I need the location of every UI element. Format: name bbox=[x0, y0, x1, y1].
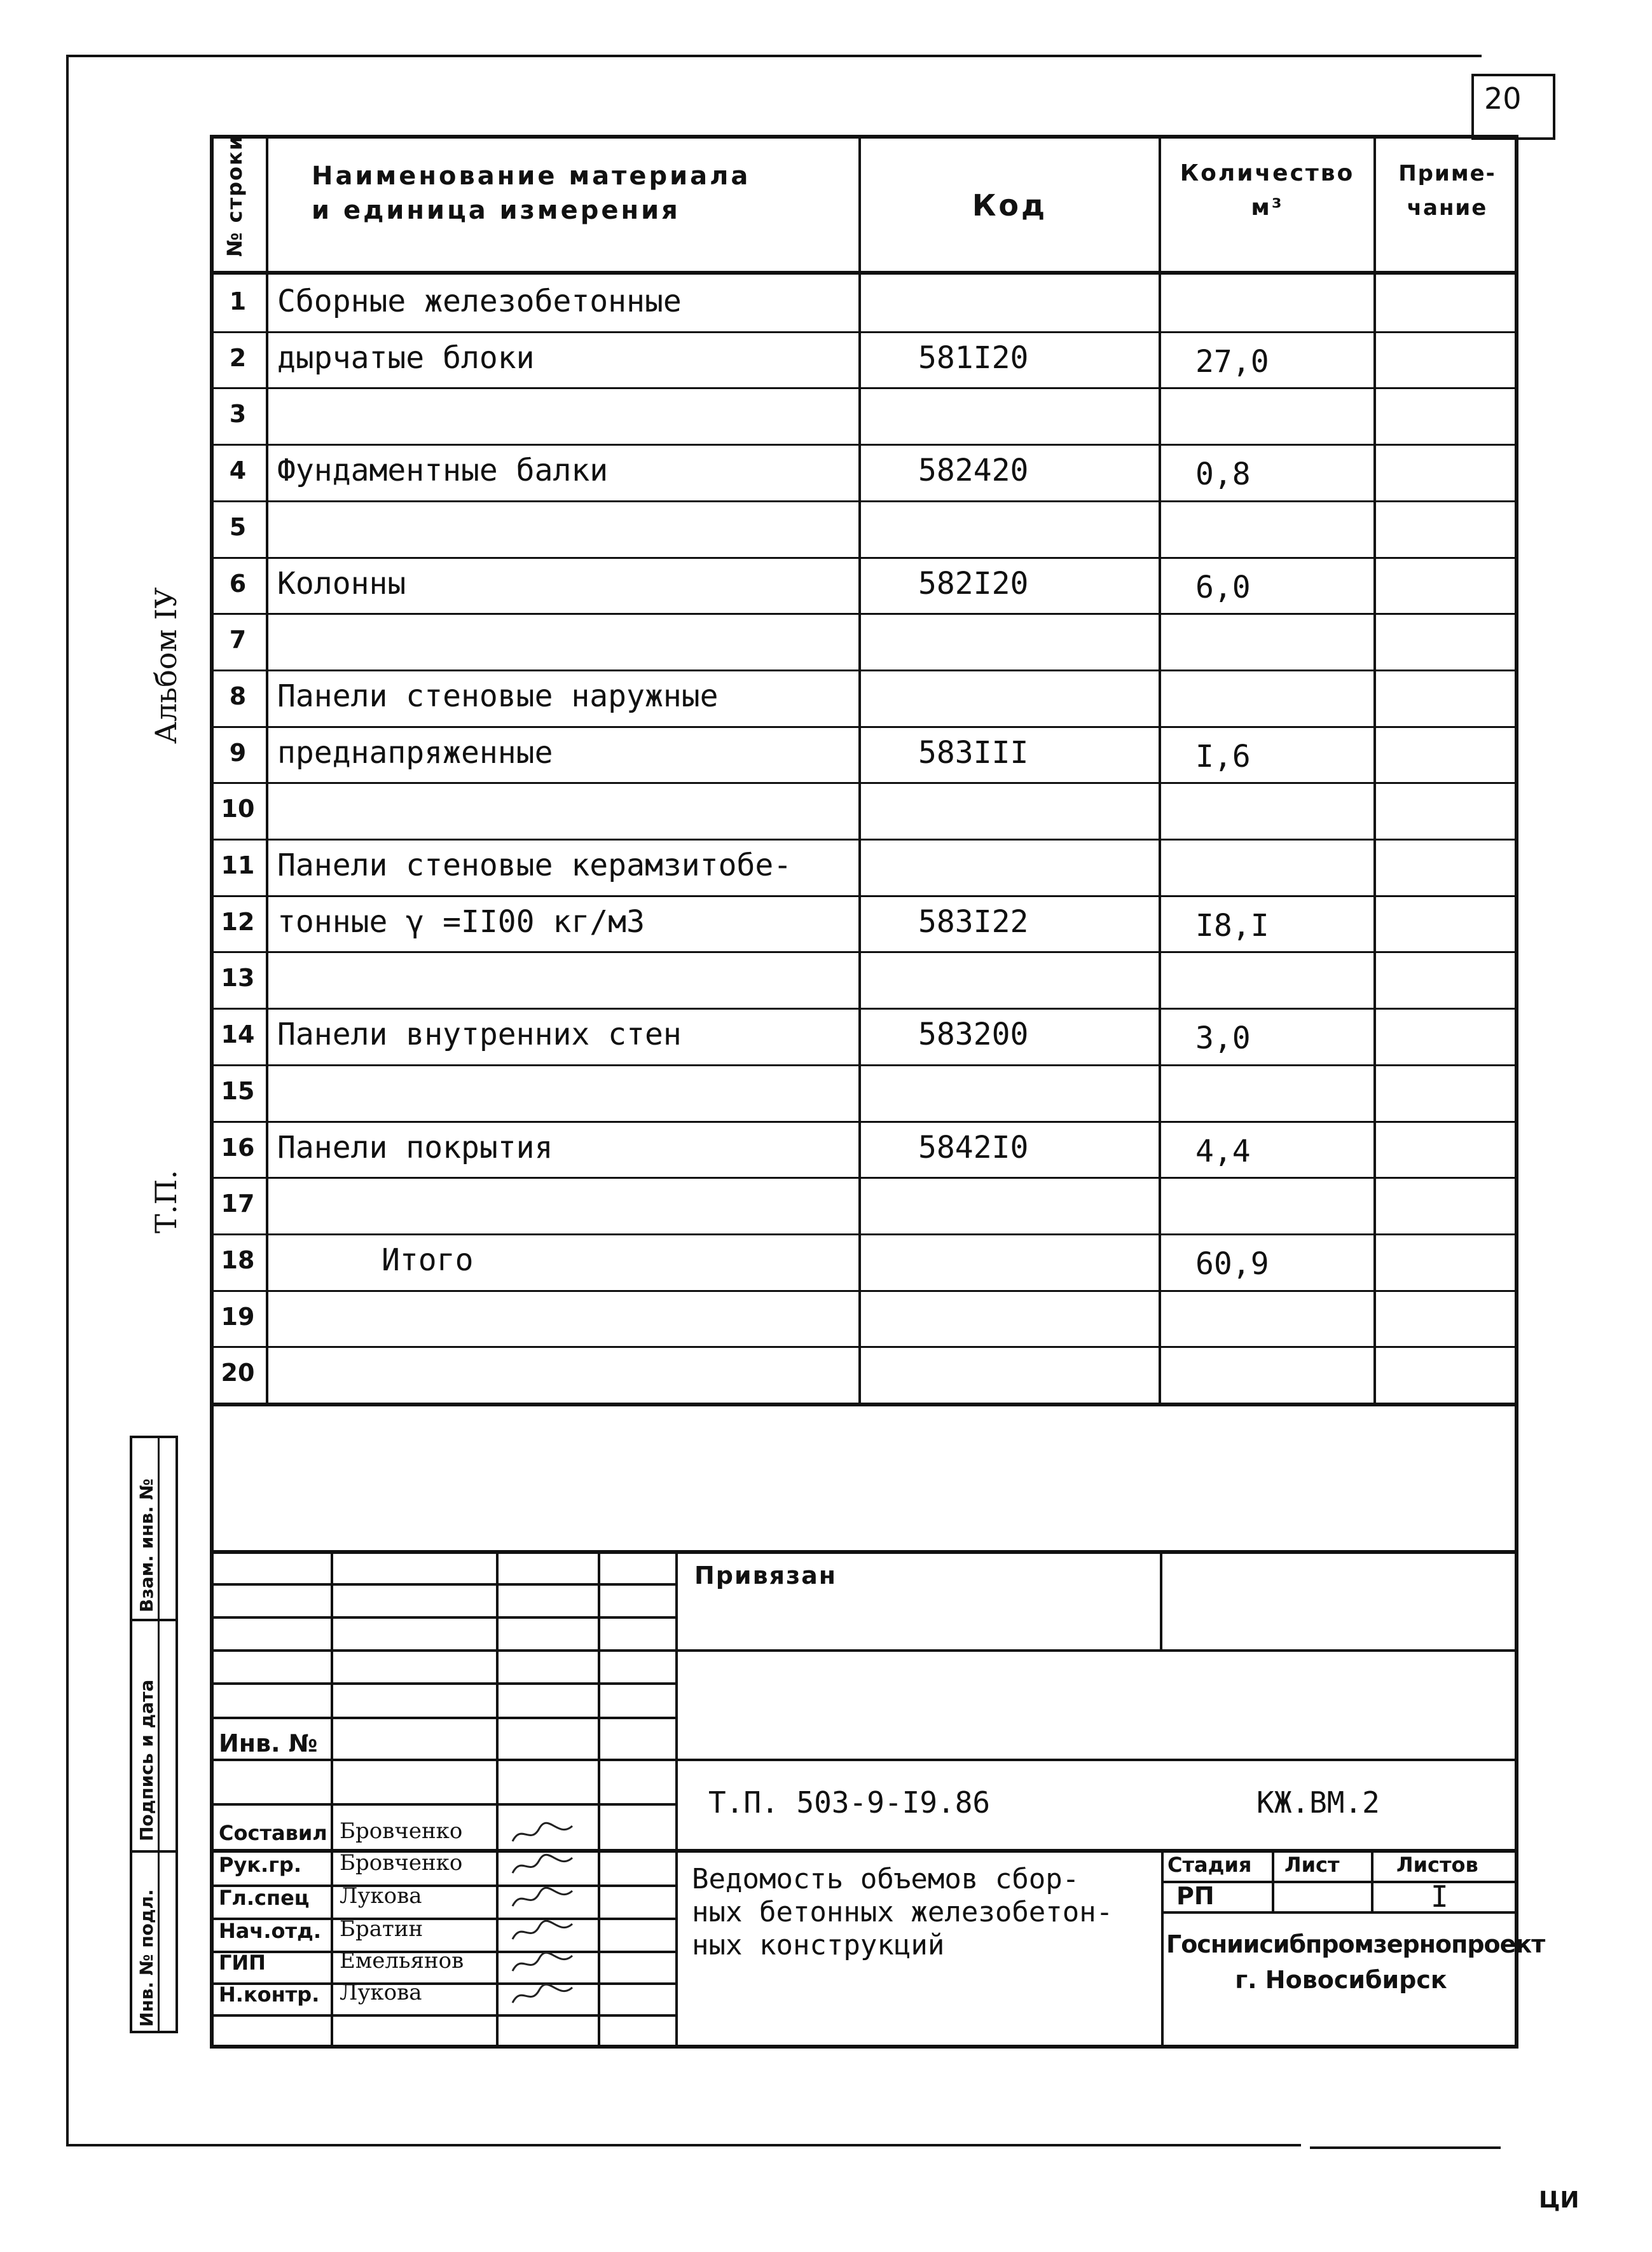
material-quantity: I,6 bbox=[1195, 739, 1251, 774]
row-line bbox=[210, 669, 1518, 671]
material-code: 581I20 bbox=[918, 340, 1029, 376]
role-label: Н.контр. bbox=[219, 1982, 320, 2007]
material-quantity: I8,I bbox=[1195, 908, 1269, 944]
album-label bbox=[149, 587, 183, 744]
sheet-code: КЖ.ВМ.2 bbox=[1256, 1785, 1380, 1820]
row-number: 1 bbox=[229, 287, 247, 315]
row-number: 7 bbox=[229, 626, 247, 654]
main-table-frame bbox=[210, 135, 1545, 2049]
row-number: 12 bbox=[221, 908, 255, 936]
signature-mark bbox=[509, 1949, 579, 1979]
name-header-line2: и единица измерения bbox=[312, 196, 680, 225]
row-line bbox=[210, 1290, 1518, 1292]
qty-header-line1: Количество bbox=[1180, 160, 1355, 186]
signature-mark bbox=[509, 1851, 579, 1881]
row-number: 18 bbox=[221, 1246, 255, 1274]
tb-vline-stage-2 bbox=[1272, 1849, 1274, 1912]
role-person-name: Лукова bbox=[340, 1883, 422, 1909]
material-name: Колонны bbox=[277, 566, 406, 601]
organization bbox=[1166, 1926, 1545, 1998]
sheets-label: Листов bbox=[1396, 1853, 1478, 1877]
note-header-line2: чание bbox=[1407, 195, 1488, 221]
tb-vline-1 bbox=[331, 1550, 333, 2049]
row-line bbox=[210, 331, 1518, 333]
row-number: 17 bbox=[221, 1190, 255, 1218]
tb-vline-4 bbox=[675, 1550, 678, 2049]
row-number-header bbox=[223, 135, 247, 257]
tb-line-3 bbox=[210, 1759, 1518, 1761]
material-code: 582I20 bbox=[918, 566, 1029, 601]
tb-line-1 bbox=[210, 1550, 1518, 1554]
row-number: 2 bbox=[229, 344, 247, 372]
row-line bbox=[210, 839, 1518, 841]
row-line bbox=[210, 1177, 1518, 1179]
document-title bbox=[692, 1863, 1113, 1962]
material-name: Сборные железобетонные bbox=[277, 284, 682, 319]
material-name: Фундаментные балки bbox=[277, 453, 609, 488]
tb-line-left-b bbox=[210, 1616, 678, 1619]
material-name: Панели стеновые керамзитобе- bbox=[277, 848, 792, 883]
tb-line-left-d bbox=[210, 1717, 678, 1719]
signature-mark bbox=[509, 1885, 579, 1914]
tb-vline-3 bbox=[598, 1550, 600, 2049]
podpis-label bbox=[136, 1680, 157, 1841]
row-number: 14 bbox=[221, 1020, 255, 1048]
doc-code: Т.П. 503-9-I9.86 bbox=[708, 1785, 991, 1820]
sheet-label: Лист bbox=[1284, 1853, 1340, 1877]
code-header: Код bbox=[972, 188, 1048, 223]
material-code: 583200 bbox=[918, 1017, 1029, 1052]
tb-vline-stage bbox=[1161, 1849, 1164, 2049]
row-number: 9 bbox=[229, 739, 247, 767]
left-stamp-inner bbox=[158, 1436, 160, 2033]
stage-label: Стадия bbox=[1167, 1853, 1252, 1877]
role-label: Рук.гр. bbox=[219, 1853, 301, 1877]
material-code: 583I22 bbox=[918, 904, 1029, 940]
role-label: Нач.отд. bbox=[219, 1919, 322, 1943]
material-quantity: 6,0 bbox=[1195, 570, 1251, 605]
role-person-name: Емельянов bbox=[340, 1948, 464, 1974]
inv-podl-label-text: Инв. № подл. bbox=[136, 1889, 157, 2027]
role-label: Гл.спец bbox=[219, 1886, 310, 1910]
tb-line-stage-1 bbox=[1161, 1881, 1518, 1883]
material-quantity: 60,9 bbox=[1195, 1246, 1269, 1282]
row-line bbox=[210, 444, 1518, 446]
row-number: 11 bbox=[221, 851, 255, 879]
row-number: 19 bbox=[221, 1303, 255, 1331]
row-number: 6 bbox=[229, 570, 247, 598]
role-person-name: Лукова bbox=[340, 1980, 422, 2005]
material-name: Итого bbox=[382, 1242, 474, 1278]
outer-frame-left bbox=[66, 55, 69, 2146]
row-line bbox=[210, 1121, 1518, 1123]
document-title-line1: Ведомость объемов сбор- bbox=[692, 1863, 1080, 1895]
outer-frame-bottom bbox=[67, 2144, 1301, 2146]
material-name: Панели стеновые наружные bbox=[277, 678, 719, 714]
signature-mark bbox=[509, 1981, 579, 2010]
row-number: 16 bbox=[221, 1134, 255, 1162]
row-number: 20 bbox=[221, 1359, 255, 1387]
row-line bbox=[210, 1346, 1518, 1348]
role-person-name: Братин bbox=[340, 1916, 423, 1942]
material-quantity: 4,4 bbox=[1195, 1134, 1251, 1169]
signature-mark bbox=[509, 1918, 579, 1947]
tp-label-text: Т.П. bbox=[149, 1169, 183, 1233]
table-body-bottom-line bbox=[210, 1403, 1518, 1406]
note-header bbox=[1376, 156, 1518, 225]
row-line bbox=[210, 557, 1518, 559]
tb-line-left-c bbox=[210, 1682, 678, 1685]
outer-frame-top bbox=[67, 55, 1482, 57]
row-line bbox=[210, 1064, 1518, 1066]
row-line bbox=[210, 500, 1518, 502]
row-number: 10 bbox=[221, 795, 255, 823]
row-line bbox=[210, 895, 1518, 897]
row-line bbox=[210, 951, 1518, 953]
tb-vline-privyazan bbox=[1160, 1550, 1162, 1649]
role-person-name: Бровченко bbox=[340, 1818, 463, 1844]
album-label-text: Альбом IУ bbox=[149, 587, 183, 744]
material-code: 5842I0 bbox=[918, 1130, 1029, 1165]
document-title-line2: ных бетонных железобетон- bbox=[692, 1896, 1113, 1928]
tb-vline-stage-3 bbox=[1371, 1849, 1373, 1912]
organization-name: Госнииcибпромзернопроект bbox=[1166, 1930, 1545, 1958]
material-name: дырчатые блоки bbox=[277, 340, 535, 376]
tb-vline-2 bbox=[496, 1550, 499, 2049]
outer-frame-bottom-right bbox=[1310, 2146, 1501, 2149]
role-label: ГИП bbox=[219, 1951, 266, 1975]
qty-header bbox=[1161, 156, 1373, 225]
material-name: тонные γ =II00 кг/м3 bbox=[277, 904, 645, 940]
row-line bbox=[210, 782, 1518, 784]
row-line bbox=[210, 1008, 1518, 1010]
inv-no-label: Инв. № bbox=[219, 1729, 318, 1757]
role-person-name: Бровченко bbox=[340, 1850, 463, 1876]
tp-label bbox=[149, 1170, 183, 1233]
row-number: 8 bbox=[229, 682, 247, 710]
header-bottom-line bbox=[210, 271, 1518, 275]
row-line bbox=[210, 726, 1518, 728]
row-number: 15 bbox=[221, 1077, 255, 1105]
stage-value: РП bbox=[1176, 1882, 1215, 1910]
page-number: 20 bbox=[1484, 81, 1522, 116]
sheets-value: I bbox=[1431, 1879, 1449, 1914]
row-number: 3 bbox=[229, 400, 247, 428]
material-quantity: 3,0 bbox=[1195, 1020, 1251, 1056]
note-header-line1: Приме- bbox=[1398, 161, 1496, 186]
row-number-header-text: № строки bbox=[223, 134, 247, 257]
row-number: 5 bbox=[229, 513, 247, 541]
vzam-label-text: Взам. инв. № bbox=[136, 1478, 157, 1612]
row-number: 4 bbox=[229, 457, 247, 484]
tb-line-role-5 bbox=[210, 2014, 678, 2017]
col-line-code bbox=[858, 135, 861, 1405]
material-quantity: 27,0 bbox=[1195, 344, 1269, 380]
privyazan-label: Привязан bbox=[694, 1562, 837, 1589]
material-name: преднапряженные bbox=[277, 735, 553, 771]
vzam-label bbox=[136, 1478, 157, 1612]
left-stamp-div-2 bbox=[130, 1850, 178, 1853]
col-line-num bbox=[266, 135, 268, 1405]
inv-podl-label bbox=[136, 1889, 157, 2027]
material-quantity: 0,8 bbox=[1195, 457, 1251, 492]
tb-line-stage-2 bbox=[1161, 1911, 1518, 1914]
material-name: Панели внутренних стен bbox=[277, 1017, 682, 1052]
role-label: Составил bbox=[219, 1821, 327, 1845]
name-header-line1: Наименование материала bbox=[312, 161, 751, 191]
name-header bbox=[312, 159, 750, 228]
row-line bbox=[210, 1233, 1518, 1235]
left-stamp-div-1 bbox=[130, 1619, 178, 1621]
col-line-qty bbox=[1159, 135, 1161, 1405]
footer-mark: ЦИ bbox=[1539, 2187, 1580, 2213]
row-line bbox=[210, 613, 1518, 615]
tb-line-left-a bbox=[210, 1583, 678, 1586]
signature-mark bbox=[509, 1820, 579, 1849]
podpis-label-text: Подпись и дата bbox=[136, 1679, 157, 1841]
material-name: Панели покрытия bbox=[277, 1130, 553, 1165]
col-line-note bbox=[1373, 135, 1376, 1405]
tb-line-left-e bbox=[210, 1803, 678, 1806]
material-code: 582420 bbox=[918, 453, 1029, 488]
qty-header-line2: м³ bbox=[1251, 195, 1284, 221]
document-title-line3: ных конструкций bbox=[692, 1929, 945, 1961]
row-line bbox=[210, 387, 1518, 389]
tb-line-2 bbox=[210, 1649, 1518, 1652]
material-code: 583III bbox=[918, 735, 1029, 771]
organization-city: г. Новосибирск bbox=[1235, 1966, 1447, 1994]
row-number: 13 bbox=[221, 964, 255, 992]
